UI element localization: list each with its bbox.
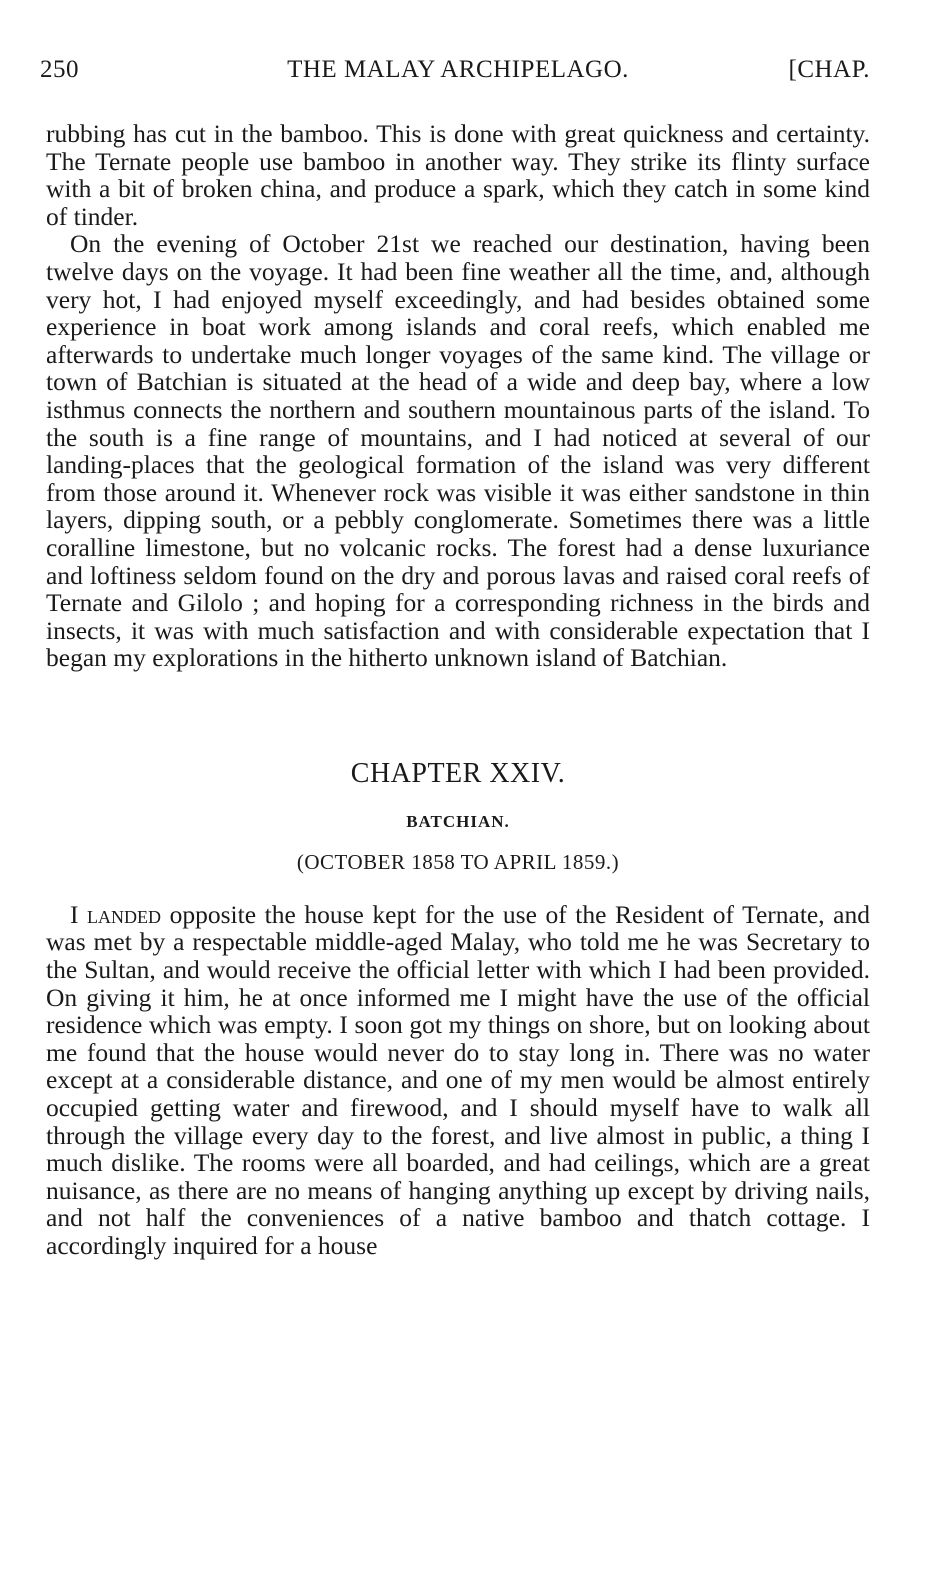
running-head xyxy=(40,52,870,88)
chapter-opening-paragraph xyxy=(46,901,870,1260)
book-title: THE MALAY ARCHIPELAGO. xyxy=(287,56,629,83)
chapter-marker: [CHAP. xyxy=(788,56,870,83)
chapter-lead-words: I landed xyxy=(70,899,162,929)
closing-paragraph: On the evening of October 21st we reached our destination, having been twelve days on the voyage. It had been fine weather all the time, and, although very hot, I had enjoyed myself exceedingly, and had besides obtained some experience in boat work among islands and coral reefs, which enabled me afterwards to undertake much longer voyages of the same kind. The village or town of Batchian is situated at the head of a wide and deep bay, where a low isthmus connects the northern and southern mountainous parts of the island. To the south is a fine range of mountains, and I had noticed at several of our landing-places that the geological formation of the island was very different from those around it. Whenever rock was visible it was either sandstone in thin layers, dipping south, or a pebbly conglomerate. Sometimes there was a little coralline limestone, but no volcanic rocks. The forest had a dense luxuriance and loftiness seldom found on the dry and porous lavas and raised coral reefs of Ternate and Gilolo ; and hoping for a corresponding richness in the birds and insects, it was with much satisfaction and with considerable expectation that I began my explorations in the hitherto unknown island of Batchian. xyxy=(46,229,870,673)
chapter-subject: BATCHIAN. xyxy=(406,811,510,831)
chapter-dates: (OCTOBER 1858 TO APRIL 1859.) xyxy=(296,849,620,874)
continued-paragraph: rubbing has cut in the bamboo. This is done with great quickness and certainty. The Ternate people use bamboo in another way. They strike its flinty surface with a bit of broken china, and produce a spark, which they catch in some kind of tinder. xyxy=(46,119,870,231)
page-number: 250 xyxy=(40,56,79,83)
book-page xyxy=(40,52,870,1260)
chapter-body-text xyxy=(46,901,870,1260)
chapter-opening-text: opposite the house kept for the use of the Resident of Ternate, and was met by a respectable middle-aged Malay, who told me he was Secretary to the Sultan, and would receive the official letter with which I had been provided. On giving it him, he at once informed me I might have the use of the official residence which was empty. I soon got my things on shore, but on looking about me found that the house would never do to stay long in. There was no water except at a considerable distance, and one of my men would be almost entirely occupied getting water and firewood, and I should myself have to walk all through the village every day to the forest, and live almost in public, a thing I much dislike. The rooms were all boarded, and had ceilings, which are a great nuisance, as there are no means of hanging anything up except by driving nails, and not half the conveniences of a native bamboo and thatch cottage. I accordingly inquired for a house xyxy=(46,899,870,1260)
chapter-heading: CHAPTER XXIV. xyxy=(350,757,566,789)
previous-chapter-text xyxy=(46,120,870,672)
